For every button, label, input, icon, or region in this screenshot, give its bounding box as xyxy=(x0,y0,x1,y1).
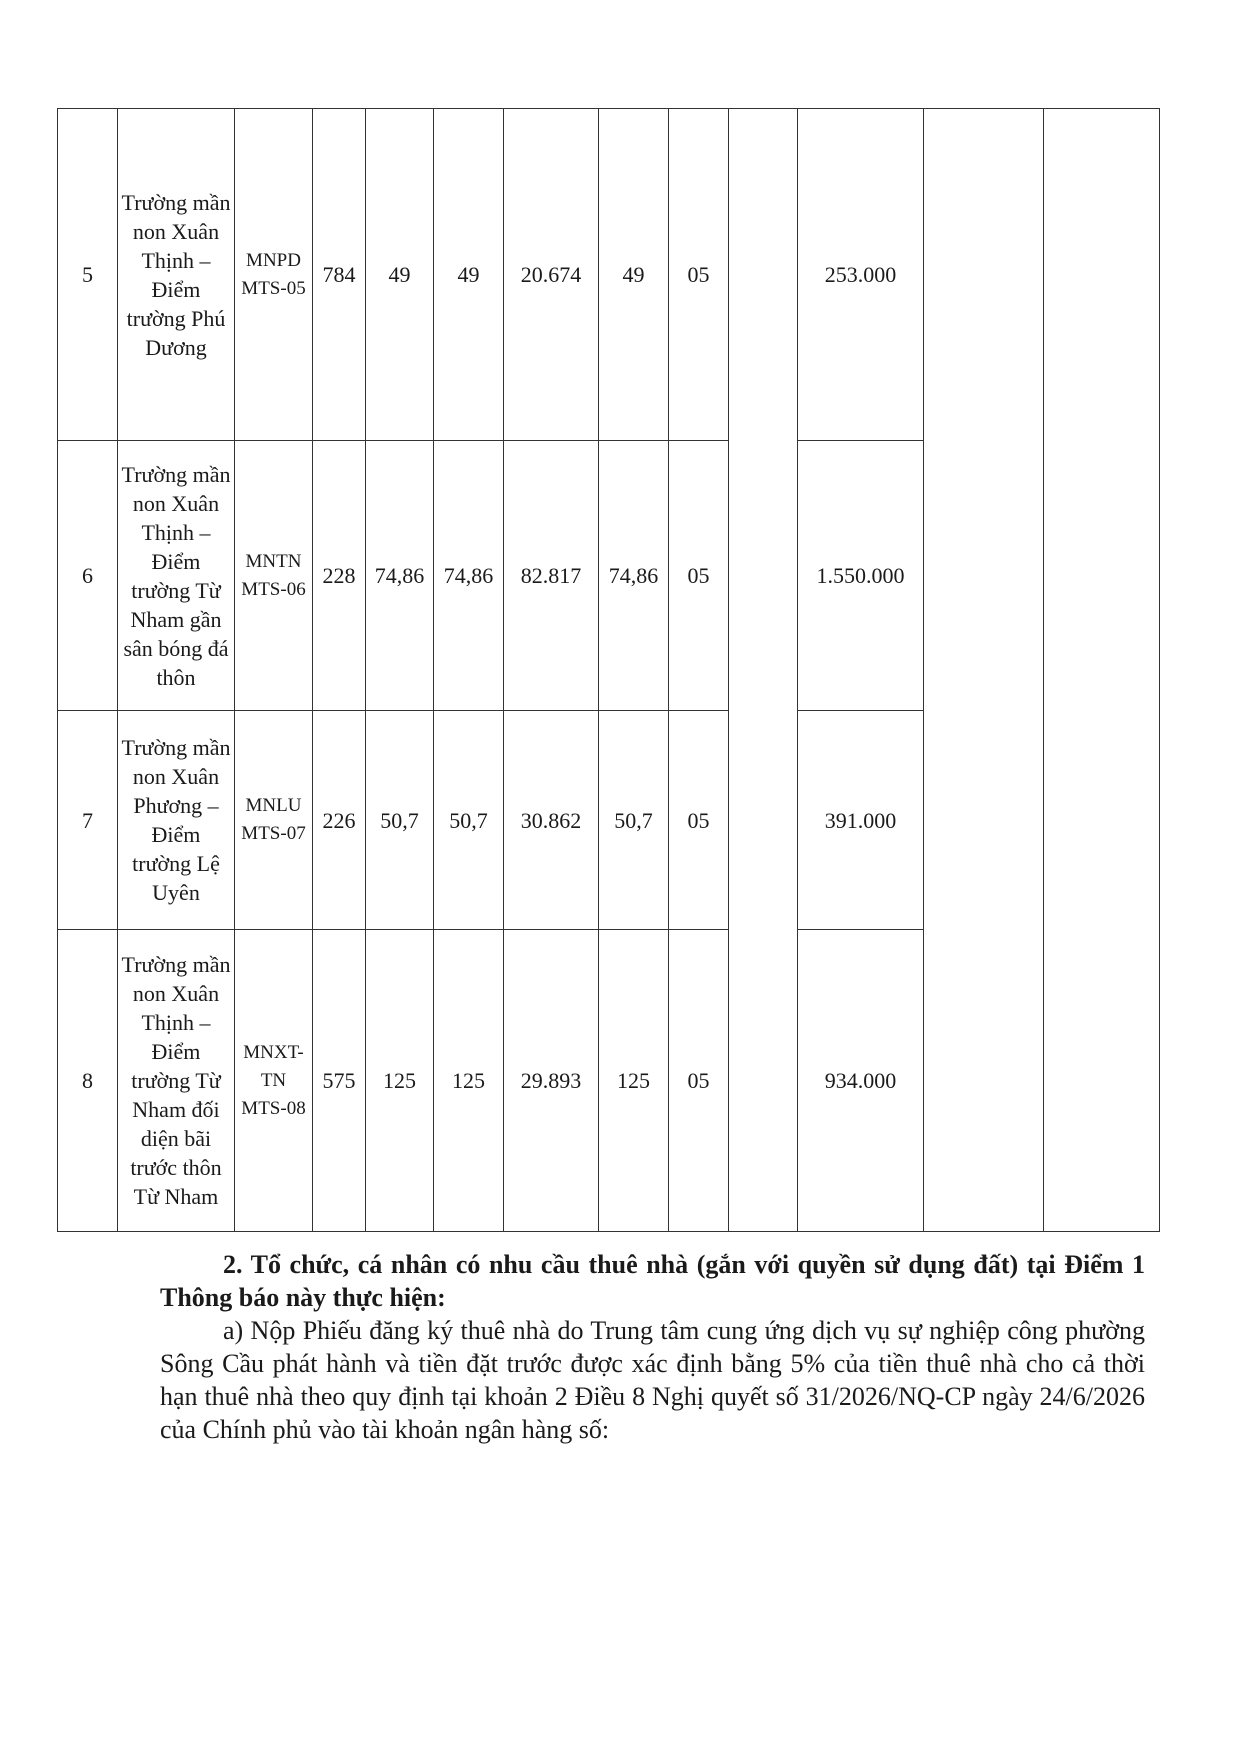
cell-value: 05 xyxy=(669,930,729,1232)
cell-value: 05 xyxy=(669,711,729,930)
cell-value: 125 xyxy=(599,930,669,1232)
cell-value: 82.817 xyxy=(504,441,599,711)
cell-value: 30.862 xyxy=(504,711,599,930)
paragraph-a: a) Nộp Phiếu đăng ký thuê nhà do Trung tâm cung ứng dịch vụ sự nghiệp công phường Sông Cầu phát hành và tiền đặt trước được xác định bằng 5% của tiền thuê nhà cho cả thời hạn thuê nhà theo quy định tại khoản 2 Điều 8 Nghị quyết số 31/2026/NQ-CP ngày 24/6/2026 của Chính phủ vào tài khoản ngân hàng số: xyxy=(160,1316,1145,1444)
cell-value: 228 xyxy=(313,441,366,711)
property-code: MNXT- TN MTS-08 xyxy=(235,930,313,1232)
property-code: MNLU MTS-07 xyxy=(235,711,313,930)
property-name: Trường mần non Xuân Thịnh – Điểm trường Từ Nham gần sân bóng đá thôn xyxy=(118,441,235,711)
cell-value: 784 xyxy=(313,109,366,441)
property-name: Trường mần non Xuân Thịnh – Điểm trường Phú Dương xyxy=(118,109,235,441)
row-number: 6 xyxy=(58,441,118,711)
property-table xyxy=(57,108,1160,1232)
body-text xyxy=(160,1248,1145,1446)
merged-empty-cell xyxy=(924,109,1044,1232)
row-number: 5 xyxy=(58,109,118,441)
cell-value: 05 xyxy=(669,109,729,441)
row-number: 7 xyxy=(58,711,118,930)
property-code: MNTN MTS-06 xyxy=(235,441,313,711)
property-name: Trường mần non Xuân Phương – Điểm trường Lệ Uyên xyxy=(118,711,235,930)
merged-empty-cell xyxy=(1044,109,1160,1232)
cell-value: 50,7 xyxy=(434,711,504,930)
cell-value: 125 xyxy=(434,930,504,1232)
price-value: 1.550.000 xyxy=(798,441,924,711)
cell-value: 74,86 xyxy=(434,441,504,711)
cell-value: 49 xyxy=(366,109,434,441)
cell-value: 49 xyxy=(599,109,669,441)
price-value: 391.000 xyxy=(798,711,924,930)
cell-value: 575 xyxy=(313,930,366,1232)
cell-value: 226 xyxy=(313,711,366,930)
cell-value: 05 xyxy=(669,441,729,711)
merged-empty-cell xyxy=(729,109,798,1232)
property-code: MNPD MTS-05 xyxy=(235,109,313,441)
cell-value: 74,86 xyxy=(366,441,434,711)
cell-value: 20.674 xyxy=(504,109,599,441)
cell-value: 50,7 xyxy=(599,711,669,930)
cell-value: 125 xyxy=(366,930,434,1232)
property-name: Trường mần non Xuân Thịnh – Điểm trường Từ Nham đối diện bãi trước thôn Từ Nham xyxy=(118,930,235,1232)
cell-value: 49 xyxy=(434,109,504,441)
table-row xyxy=(58,109,1160,441)
section-heading: 2. Tổ chức, cá nhân có nhu cầu thuê nhà (gắn với quyền sử dụng đất) tại Điểm 1 Thông báo này thực hiện: xyxy=(160,1250,1145,1312)
price-value: 253.000 xyxy=(798,109,924,441)
cell-value: 29.893 xyxy=(504,930,599,1232)
row-number: 8 xyxy=(58,930,118,1232)
cell-value: 74,86 xyxy=(599,441,669,711)
price-value: 934.000 xyxy=(798,930,924,1232)
cell-value: 50,7 xyxy=(366,711,434,930)
